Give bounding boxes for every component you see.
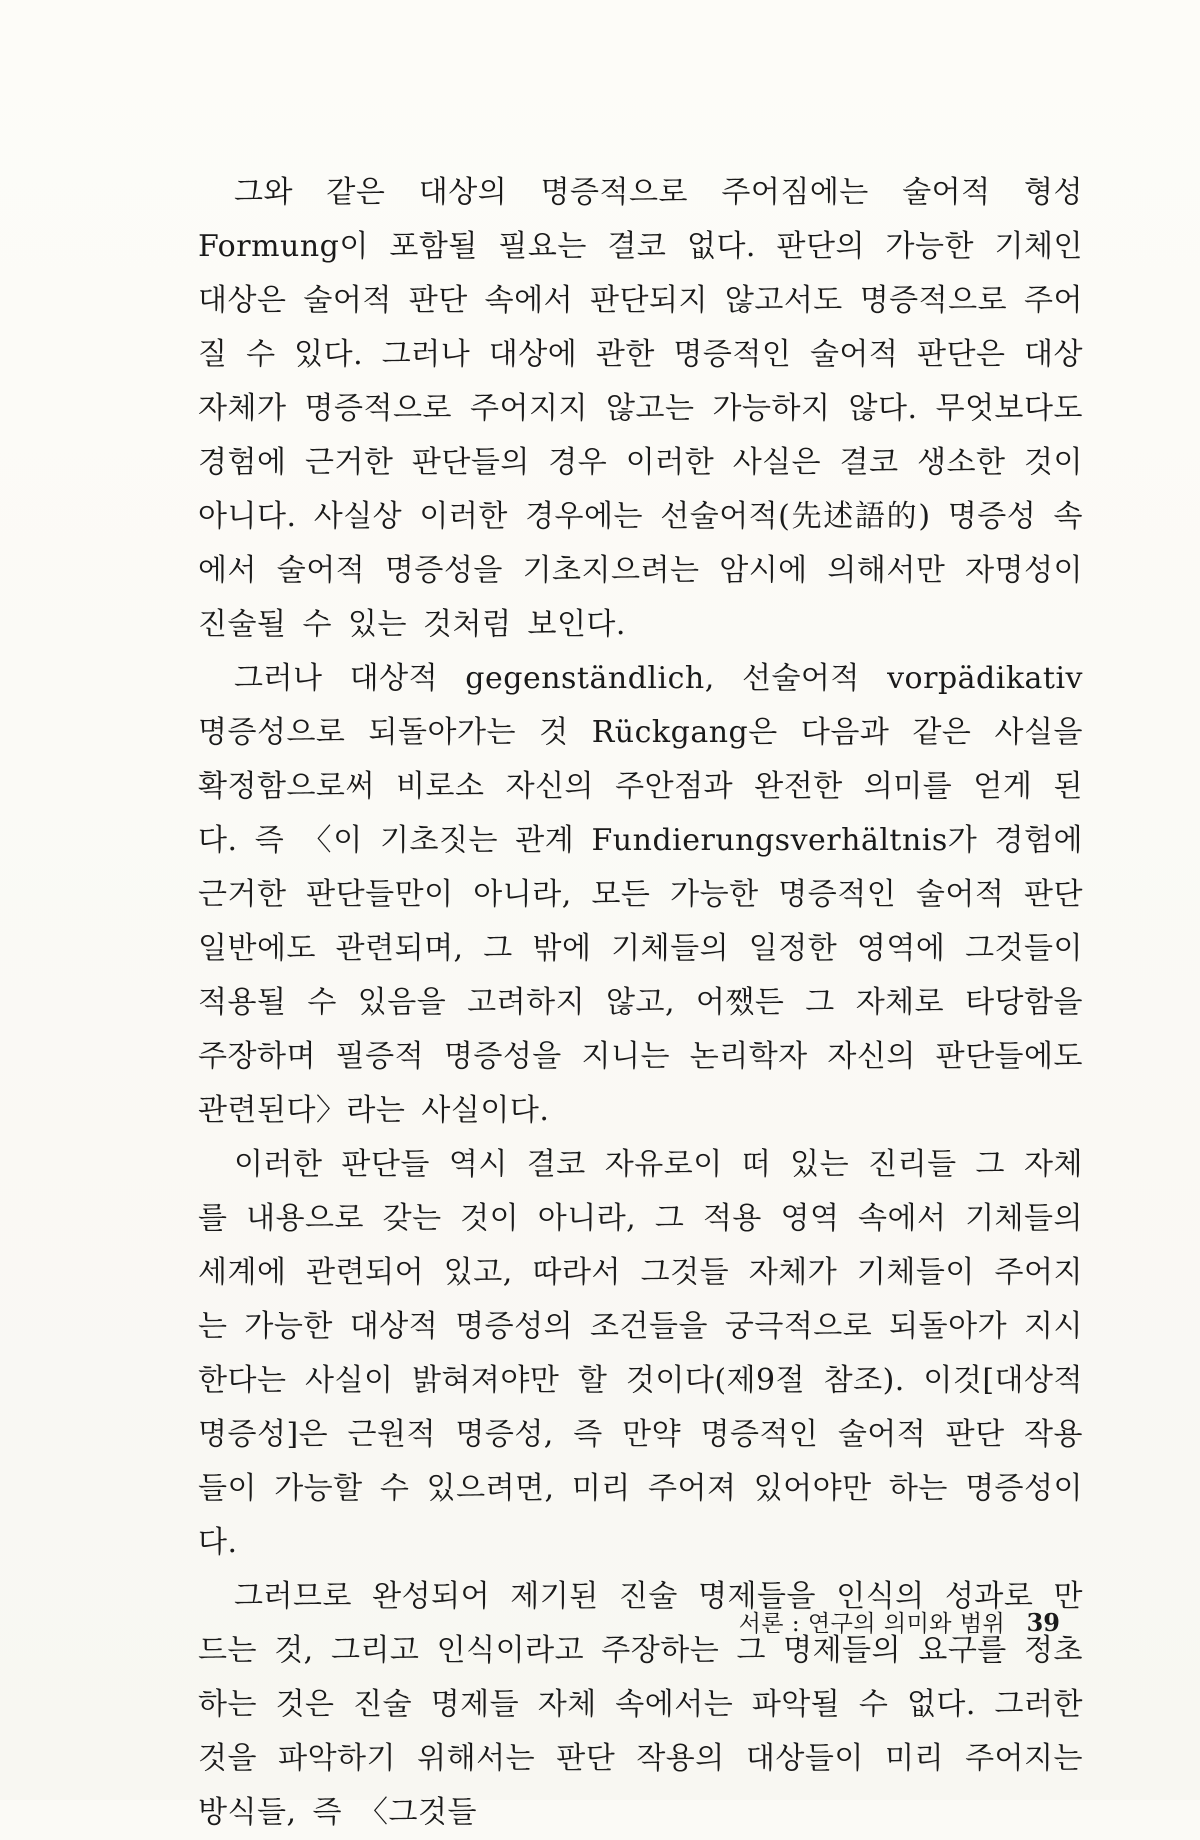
- paragraph-2: 그러나 대상적 gegenständlich, 선술어적 vorpädikativ 명증성으로 되돌아가는 것 Rückgang은 다음과 같은 사실을 확정함으로써 비로소 자신의 주안점과 완전한 의미를 얻게 된다. 즉 〈이 기초짓는 관계 Fundierungsverhältnis가 경험에 근거한 판단들만이 아니라, 모든 가능한 명증적인 술어적 판단 일반에도 관련되며, 그 밖에 기체들의 일정한 영역에 그것들이 적용될 수 있음을 고려하지 않고, 어쨌든 그 자체로 타당함을 주장하며 필증적 명증성을 지니는 논리학자 자신의 판단들에도 관련된다〉라는 사실이다.: [198, 661, 1083, 1128]
- body-text: [198, 166, 1083, 1840]
- running-head: 서론 : 연구의 의미와 범위: [738, 1611, 1006, 1637]
- page-number: 39: [1026, 1608, 1060, 1637]
- paragraph-1: 그와 같은 대상의 명증적으로 주어짐에는 술어적 형성 Formung이 포함될 필요는 결코 없다. 판단의 가능한 기체인 대상은 술어적 판단 속에서 판단되지 않고서도 명증적으로 주어질 수 있다. 그러나 대상에 관한 명증적인 술어적 판단은 대상 자체가 명증적으로 주어지지 않고는 가능하지 않다. 무엇보다도 경험에 근거한 판단들의 경우 이러한 사실은 결코 생소한 것이 아니다. 사실상 이러한 경우에는 선술어적(先述語的) 명증성 속에서 술어적 명증성을 기초지으려는 암시에 의해서만 자명성이 진술될 수 있는 것처럼 보인다.: [198, 175, 1083, 642]
- paragraph-4: 그러므로 완성되어 제기된 진술 명제들을 인식의 성과로 만드는 것, 그리고 인식이라고 주장하는 그 명제들의 요구를 정초하는 것은 진술 명제들 자체 속에서는 파악될 수 없다. 그러한 것을 파악하기 위해서는 판단 작용의 대상들이 미리 주어지는 방식들, 즉 〈그것들: [198, 1579, 1083, 1830]
- page-footer: [700, 1603, 1060, 1643]
- paragraph-3: 이러한 판단들 역시 결코 자유로이 떠 있는 진리들 그 자체를 내용으로 갖는 것이 아니라, 그 적용 영역 속에서 기체들의 세계에 관련되어 있고, 따라서 그것들 자체가 기체들이 주어지는 가능한 대상적 명증성의 조건들을 궁극적으로 되돌아가 지시한다는 사실이 밝혀져야만 할 것이다(제9절 참조). 이것[대상적 명증성]은 근원적 명증성, 즉 만약 명증적인 술어적 판단 작용들이 가능할 수 있으려면, 미리 주어져 있어야만 하는 명증성이다.: [198, 1147, 1083, 1560]
